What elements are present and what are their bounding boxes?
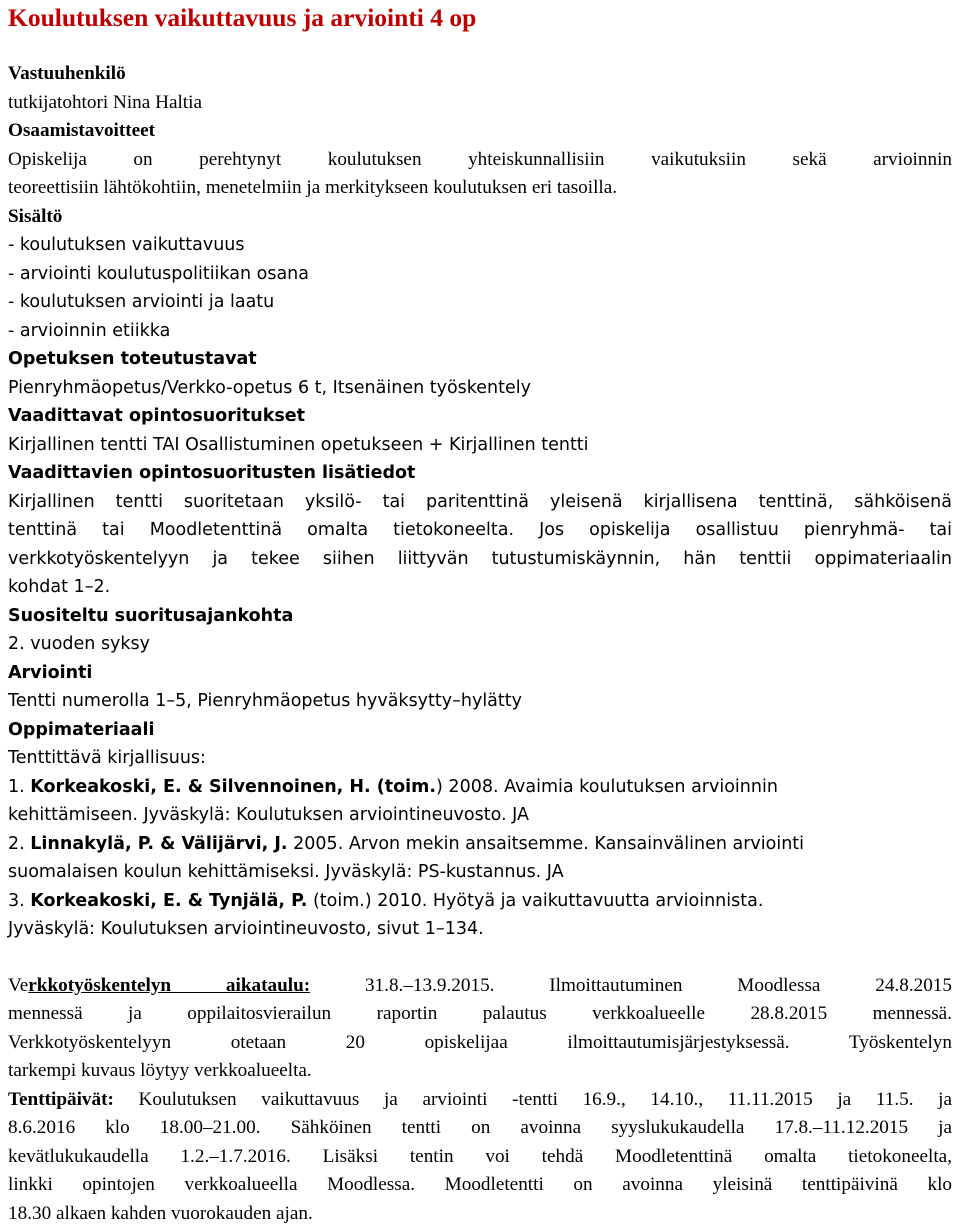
- heading-arviointi: Arviointi: [8, 659, 952, 688]
- osaamistavoitteet-line-2: teoreettisiin lähtökohtiin, menetelmiin ja merkitykseen koulutuksen eri tasoilla.: [8, 174, 952, 203]
- heading-oppimateriaali: Oppimateriaali: [8, 716, 952, 745]
- lisatiedot-line-3: verkkotyöskentelyyn ja tekee siihen liittyvän tutustumiskäynnin, hän tenttii oppimateriaalin: [8, 545, 952, 574]
- reference-authors: Linnakylä, P. & Välijärvi, J.: [30, 834, 287, 854]
- heading-sisalto: Sisältö: [8, 203, 952, 232]
- spacer: [8, 944, 952, 972]
- reference-publisher: Jyväskylä: Koulutuksen arviointineuvosto, sivut 1–134.: [8, 915, 952, 944]
- value-vaadittavat: Kirjallinen tentti TAI Osallistuminen opetukseen + Kirjallinen tentti: [8, 431, 952, 460]
- reference-number: 3.: [8, 891, 30, 911]
- reference-item: [8, 773, 952, 802]
- tenttipaivat-text: Koulutuksen vaikuttavuus ja arviointi -tentti 16.9., 14.10., 11.11.2015 ja 11.5. ja: [114, 1089, 952, 1110]
- aikataulu-label-prefix: Ve: [8, 975, 28, 996]
- reference-authors: Korkeakoski, E. & Tynjälä, P.: [30, 891, 307, 911]
- reference-publisher: kehittämiseen. Jyväskylä: Koulutuksen arviointineuvosto. JA: [8, 801, 952, 830]
- tenttipaivat-line-5: 18.30 alkaen kahden vuorokauden ajan.: [8, 1200, 952, 1228]
- reference-publisher: suomalaisen koulun kehittämiseksi. Jyväskylä: PS-kustannus. JA: [8, 858, 952, 887]
- sisalto-item: - koulutuksen vaikuttavuus: [8, 231, 952, 260]
- aikataulu-line-2: mennessä ja oppilaitosvierailun raportin palautus verkkoalueelle 28.8.2015 mennessä.: [8, 1000, 952, 1029]
- heading-vastuuhenkilo: Vastuuhenkilö: [8, 60, 952, 89]
- aikataulu-line-3: Verkkotyöskentelyyn otetaan 20 opiskelijaa ilmoittautumisjärjestyksessä. Työskentelyn: [8, 1029, 952, 1058]
- tenttipaivat-label: Tenttipäivät:: [8, 1089, 114, 1110]
- document: [0, 2, 960, 1228]
- sisalto-item: - koulutuksen arviointi ja laatu: [8, 288, 952, 317]
- heading-lisatiedot: Vaadittavien opintosuoritusten lisätiedot: [8, 459, 952, 488]
- reference-details: ) 2008. Avaimia koulutuksen arvioinnin: [436, 777, 778, 797]
- value-vastuuhenkilo: tutkijatohtori Nina Haltia: [8, 89, 952, 118]
- reference-number: 1.: [8, 777, 30, 797]
- sisalto-item: - arviointi koulutuspolitiikan osana: [8, 260, 952, 289]
- heading-vaadittavat: Vaadittavat opintosuoritukset: [8, 402, 952, 431]
- value-arviointi: Tentti numerolla 1–5, Pienryhmäopetus hyväksytty–hylätty: [8, 687, 952, 716]
- sisalto-item: - arvioinnin etiikka: [8, 317, 952, 346]
- tenttipaivat-line-4: linkki opintojen verkkoalueella Moodlessa. Moodletentti on avoinna yleisinä tenttipäivinä klo: [8, 1171, 952, 1200]
- reference-item: [8, 830, 952, 859]
- aikataulu-line-1: [8, 972, 952, 1001]
- tenttipaivat-line-1: [8, 1086, 952, 1115]
- course-title: Koulutuksen vaikuttavuus ja arviointi 4 op: [8, 2, 952, 34]
- aikataulu-line-4: tarkempi kuvaus löytyy verkkoalueelta.: [8, 1057, 952, 1086]
- reference-details: 2005. Arvon mekin ansaitsemme. Kansainvälinen arviointi: [288, 834, 804, 854]
- lisatiedot-line-1: Kirjallinen tentti suoritetaan yksilö- tai paritenttinä yleisenä kirjallisena tenttinä, sähköisenä: [8, 488, 952, 517]
- value-opetuksen-toteutustavat: Pienryhmäopetus/Verkko-opetus 6 t, Itsenäinen työskentely: [8, 374, 952, 403]
- tenttipaivat-line-3: kevätlukukaudella 1.2.–1.7.2016. Lisäksi tentin voi tehdä Moodletenttinä omalta tietokoneelta,: [8, 1143, 952, 1172]
- reference-item: [8, 887, 952, 916]
- osaamistavoitteet-line-1: Opiskelija on perehtynyt koulutuksen yhteiskunnallisiin vaikutuksiin sekä arvioinnin: [8, 146, 952, 175]
- oppimateriaali-intro: Tenttittävä kirjallisuus:: [8, 744, 952, 773]
- lisatiedot-line-2: tenttinä tai Moodletenttinä omalta tietokoneelta. Jos opiskelija osallistuu pienryhmä- tai: [8, 516, 952, 545]
- value-suoritusajankohta: 2. vuoden syksy: [8, 630, 952, 659]
- spacer: [8, 34, 952, 60]
- reference-authors: Korkeakoski, E. & Silvennoinen, H. (toim.: [30, 777, 436, 797]
- aikataulu-label: rkkotyöskentelyn aikataulu:: [28, 975, 310, 996]
- reference-number: 2.: [8, 834, 30, 854]
- reference-details: (toim.) 2010. Hyötyä ja vaikuttavuutta arvioinnista.: [307, 891, 763, 911]
- heading-opetuksen-toteutustavat: Opetuksen toteutustavat: [8, 345, 952, 374]
- lisatiedot-line-4: kohdat 1–2.: [8, 573, 952, 602]
- aikataulu-text: 31.8.–13.9.2015. Ilmoittautuminen Moodlessa 24.8.2015: [310, 975, 952, 996]
- tenttipaivat-line-2: 8.6.2016 klo 18.00–21.00. Sähköinen tentti on avoinna syyslukukaudella 17.8.–11.12.2015 ja: [8, 1114, 952, 1143]
- heading-osaamistavoitteet: Osaamistavoitteet: [8, 117, 952, 146]
- heading-suoritusajankohta: Suositeltu suoritusajankohta: [8, 602, 952, 631]
